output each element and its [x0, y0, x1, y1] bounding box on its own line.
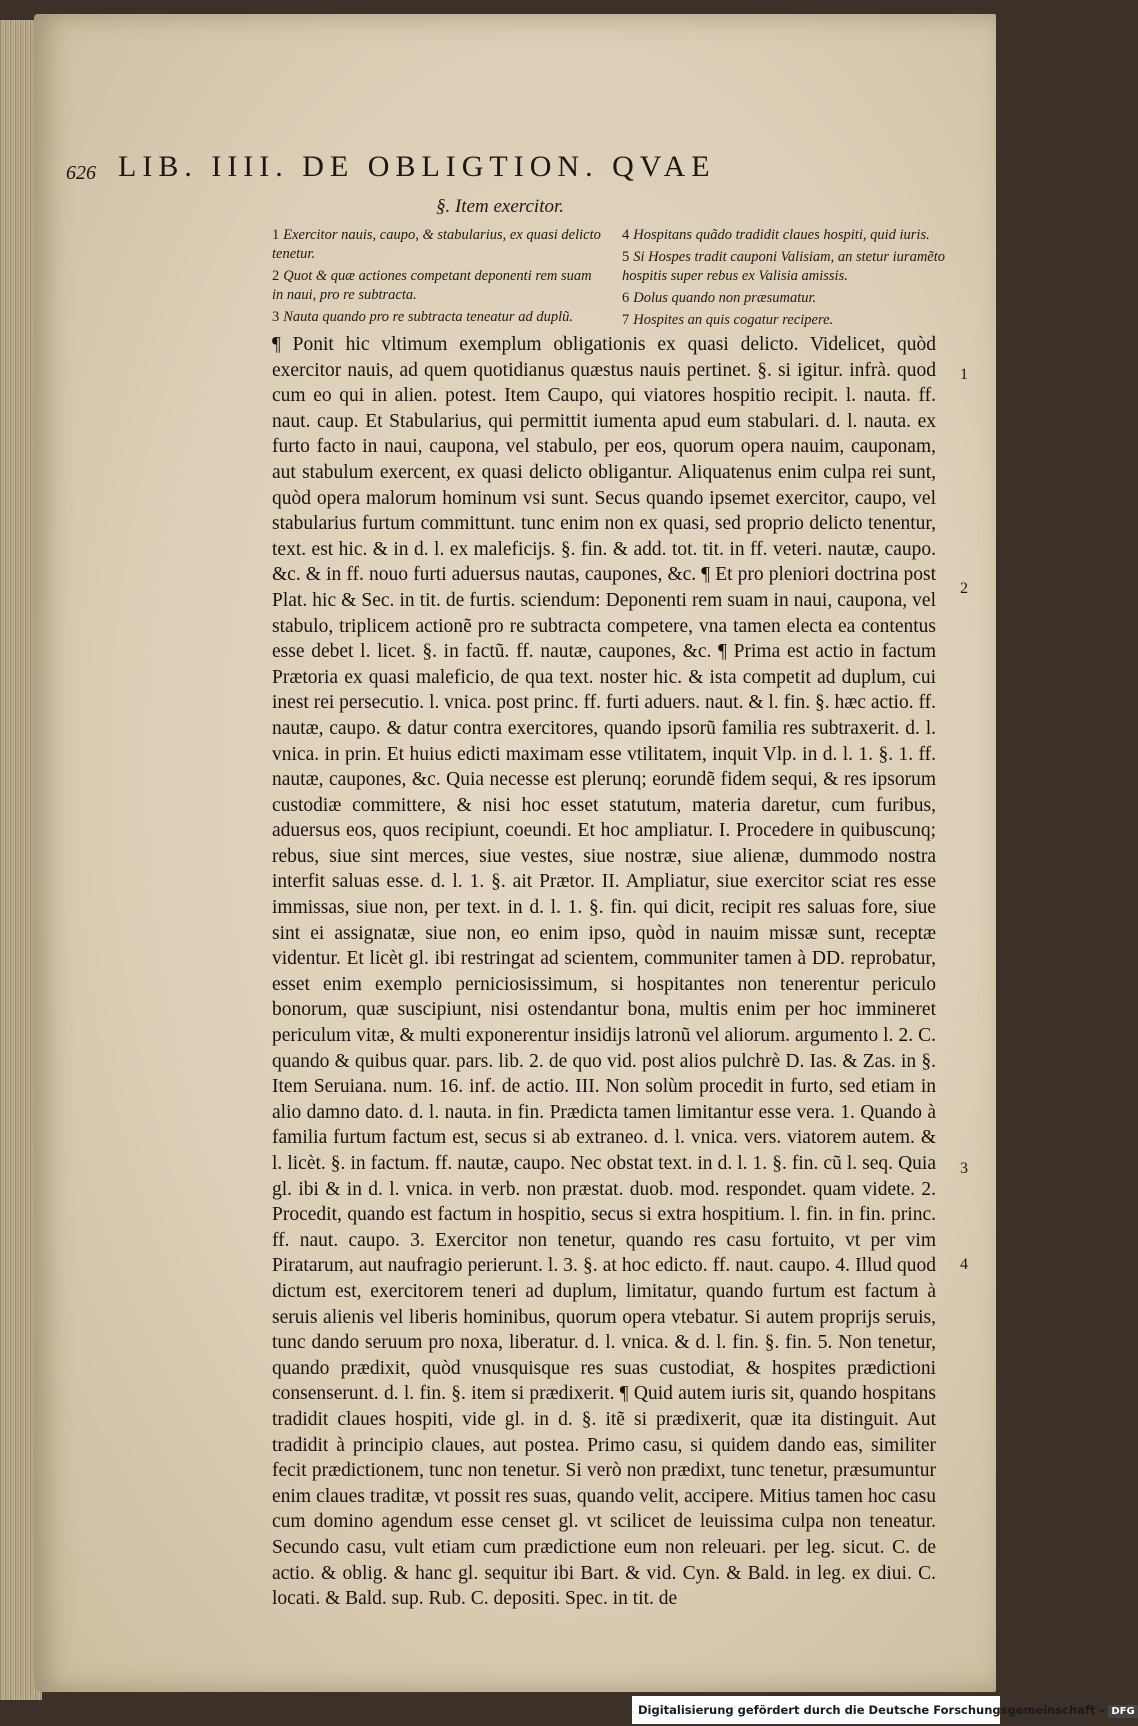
- summary-number: 2: [272, 268, 280, 284]
- summary-item: [622, 289, 952, 308]
- summary-text: Exercitor nauis, caupo, & stabularius, ex quasi delicto tenetur.: [272, 227, 601, 262]
- summary-item: [622, 311, 952, 330]
- summary-number: 3: [272, 309, 280, 325]
- summary-text: Si Hospes tradit cauponi Valisiam, an stetur iuramẽto hospitis super rebus ex Valisia amissis.: [622, 249, 945, 284]
- summary-item: [272, 226, 602, 264]
- summary-number: 4: [622, 227, 630, 243]
- summary-item: [272, 267, 602, 305]
- page-header: [66, 148, 926, 188]
- footer-text: Digitalisierung gefördert durch die Deutsche Forschungsgemeinschaft -: [638, 1703, 1105, 1717]
- summary-text: Quot & quæ actiones competant deponenti rem suam in naui, pro re subtracta.: [272, 268, 592, 303]
- summary-item: [622, 248, 952, 286]
- digitization-footer: [632, 1696, 1135, 1724]
- summary-item: [622, 226, 952, 245]
- dfg-logo: DFG: [1108, 1705, 1137, 1718]
- summary-number: 7: [622, 312, 630, 328]
- body-paragraph: ¶ Ponit hic vltimum exemplum obligationis ex quasi delicto. Videlicet, quòd exercitor nauis, ad quem quotidianus quæstus nauis pertinet. §. si igitur. infrà. quod cum eo qui in alien. potest. Item Caupo, qui viatores hospitio recipit. l. nauta. ff. naut. caup. Et Stabularius, qui permittit iumenta apud eum stabulari. d. l. nauta. ex furto facto in naui, caupona, vel stabulo, per eos, quorum opera nauim, cauponam, aut stabulum exercent, ex quasi delicto obligantur. Aliquatenus enim culpa rei sunt, quòd opera malorum hominum vsi sunt. Secus quando ipsemet exercitor, caupo, vel stabularius furtum committunt. tunc enim non ex quasi, sed proprio delicto tenentur, text. est hic. & in d. l. ex maleficijs. §. fin. & add. tot. tit. in ff. veteri. nautæ, caupo. &c. & in ff. nouo furti aduersus nautas, caupones, &c. ¶ Et pro pleniori doctrina post Plat. hic & Sec. in tit. de furtis. sciendum: Deponenti rem suam in naui, caupona, vel stabulo, triplicem actionẽ pro re subtracta competere, vna tamen electa ea contentus esse debet l. licet. §. in factũ. ff. nautæ, caupones, &c. ¶ Prima est actio in factum Prætoria ex quasi maleficio, de qua text. noster hic. & ista competit ad duplum, cui inest rei persecutio. l. vnica. post princ. ff. furti aduers. naut. & l. fin. §. hæc actio. ff. nautæ, caupo. & datur contra exercitores, quando ipsorũ familia res subtraxerit. d. l. vnica. in prin. Et huius edicti maximam esse vtilitatem, inquit Vlp. in d. l. 1. §. 1. ff. nautæ, caupones, &c. Quia necesse est plerunq; eorundẽ fidem sequi, & res ipsorum custodiæ committere, & nisi hoc esset statutum, materia daretur, cum furibus, aduersus eos, quos recipiunt, coeundi. Et hoc ampliatur. I. Procedere in quibuscunq; rebus, siue sint merces, siue vestes, siue nostræ, siue alienæ, dummodo nostra interfit saluas esse. d. l. 1. §. ait Prætor. II. Ampliatur, siue exercitor sciat res esse immissas, siue non, per text. in d. l. 1. §. fin. qui dicit, recipit res saluas fore, siue sint ei assignatæ, siue non, eo enim ipso, quòd in nauim missæ sunt, receptæ videntur. Et licèt gl. ibi restringat ad scientem, communiter tamen à DD. reprobatur, esset enim exemplo perniciosissimum, si hospitantes non tenerentur periculo bonorum, quæ suscipiunt, nisi ostendantur bona, multis enim per hoc immineret periculum vitæ, & multi exponerentur insidijs latronũ vel aliorum. argumento l. 2. C. quando & quibus quar. pars. lib. 2. de quo vid. post alios pulchrè D. Ias. & Zas. in §. Item Seruiana. num. 16. inf. de actio. III. Non solùm procedit in furto, sed etiam in alio damno dato. d. l. nauta. in fin. Prædicta tamen limitantur esse vera. 1. Quando à familia furtum factum est, secus si ab extraneo. d. l. vnica. vers. viatorem autem. & l. licèt. §. in factum. ff. nautæ, caupo. Nec obstat text. in d. l. 1. §. fin. cũ l. seq. Quia gl. ibi & in d. l. vnica. in verb. non præstat. duob. mod. respondet. quam videte. 2. Procedit, quando est factum in hospitio, secus si extra hospitium. l. fin. in fin. princ. ff. naut. caupo. 3. Exercitor non tenetur, quando res casu fortuito, vt per vim Piratarum, aut naufragio perierunt. l. 3. §. at hoc edicto. ff. naut. caupo. 4. Illud quod dictum est, exercitorem teneri ad duplum, limitatur, quando furtum est factum à seruis alienis vel liberis hominibus, quorum opera vtebatur. Si autem proprijs seruis, tunc dando seruum pro noxa, liberatur. d. l. vnica. & d. l. fin. §. fin. 5. Non tenetur, quando prædixit, quòd vnusquisque res suas custodiat, & hospites prædictioni consenserunt. d. l. fin. §. item si prædixerit. ¶ Quid autem iuris sit, quando hospitans tradidit claues hospiti, vide gl. in d. §. itẽ si prædixerit, quæ ita distinguit. Aut tradidit à principio claues, aut postea. Primo casu, si quidem dando eas, similiter fecit prædictionem, tunc non tenetur. Si verò non prædixt, tunc tenetur, præsumuntur enim claues traditæ, vt possit res suas, quando velit, accipere. Mitius tamen hoc casu cum domino agendum esse censet gl. vt scilicet de leuissima culpa non teneatur. Secundo casu, vult etiam cum prædictione eum non releuari. per leg. sicut. C. de actio. & oblig. & hanc gl. sequitur ibi Bart. & vid. Cyn. & Bald. in leg. ex diui. C. locati. & Bald. sup. Rub. C. depositi. Spec. in tit. de: [272, 334, 936, 1610]
- marginal-number: 1: [960, 366, 968, 383]
- summary-item: [272, 308, 602, 327]
- summary-number: 6: [622, 290, 630, 306]
- summary-number: 5: [622, 249, 630, 265]
- summary-text: Hospites an quis cogatur recipere.: [633, 312, 834, 328]
- marginal-number: 2: [960, 580, 968, 597]
- marginal-number: 3: [960, 1160, 968, 1177]
- summary-right-column: [622, 226, 952, 333]
- marginal-number: 4: [960, 1256, 968, 1273]
- summary-text: Dolus quando non præsumatur.: [633, 290, 817, 306]
- body-text: [272, 332, 936, 1612]
- summary-text: Hospitans quãdo tradidit claues hospiti, quid iuris.: [633, 227, 930, 243]
- summary-number: 1: [272, 227, 280, 243]
- summary-left-column: [272, 226, 602, 330]
- running-title: LIB. IIII. DE OBLIGTION. QVAE: [118, 150, 716, 183]
- summary-text: Nauta quando pro re subtracta teneatur ad duplũ.: [283, 309, 573, 325]
- page-number: 626: [66, 162, 96, 184]
- section-title: §. Item exercitor.: [435, 196, 565, 217]
